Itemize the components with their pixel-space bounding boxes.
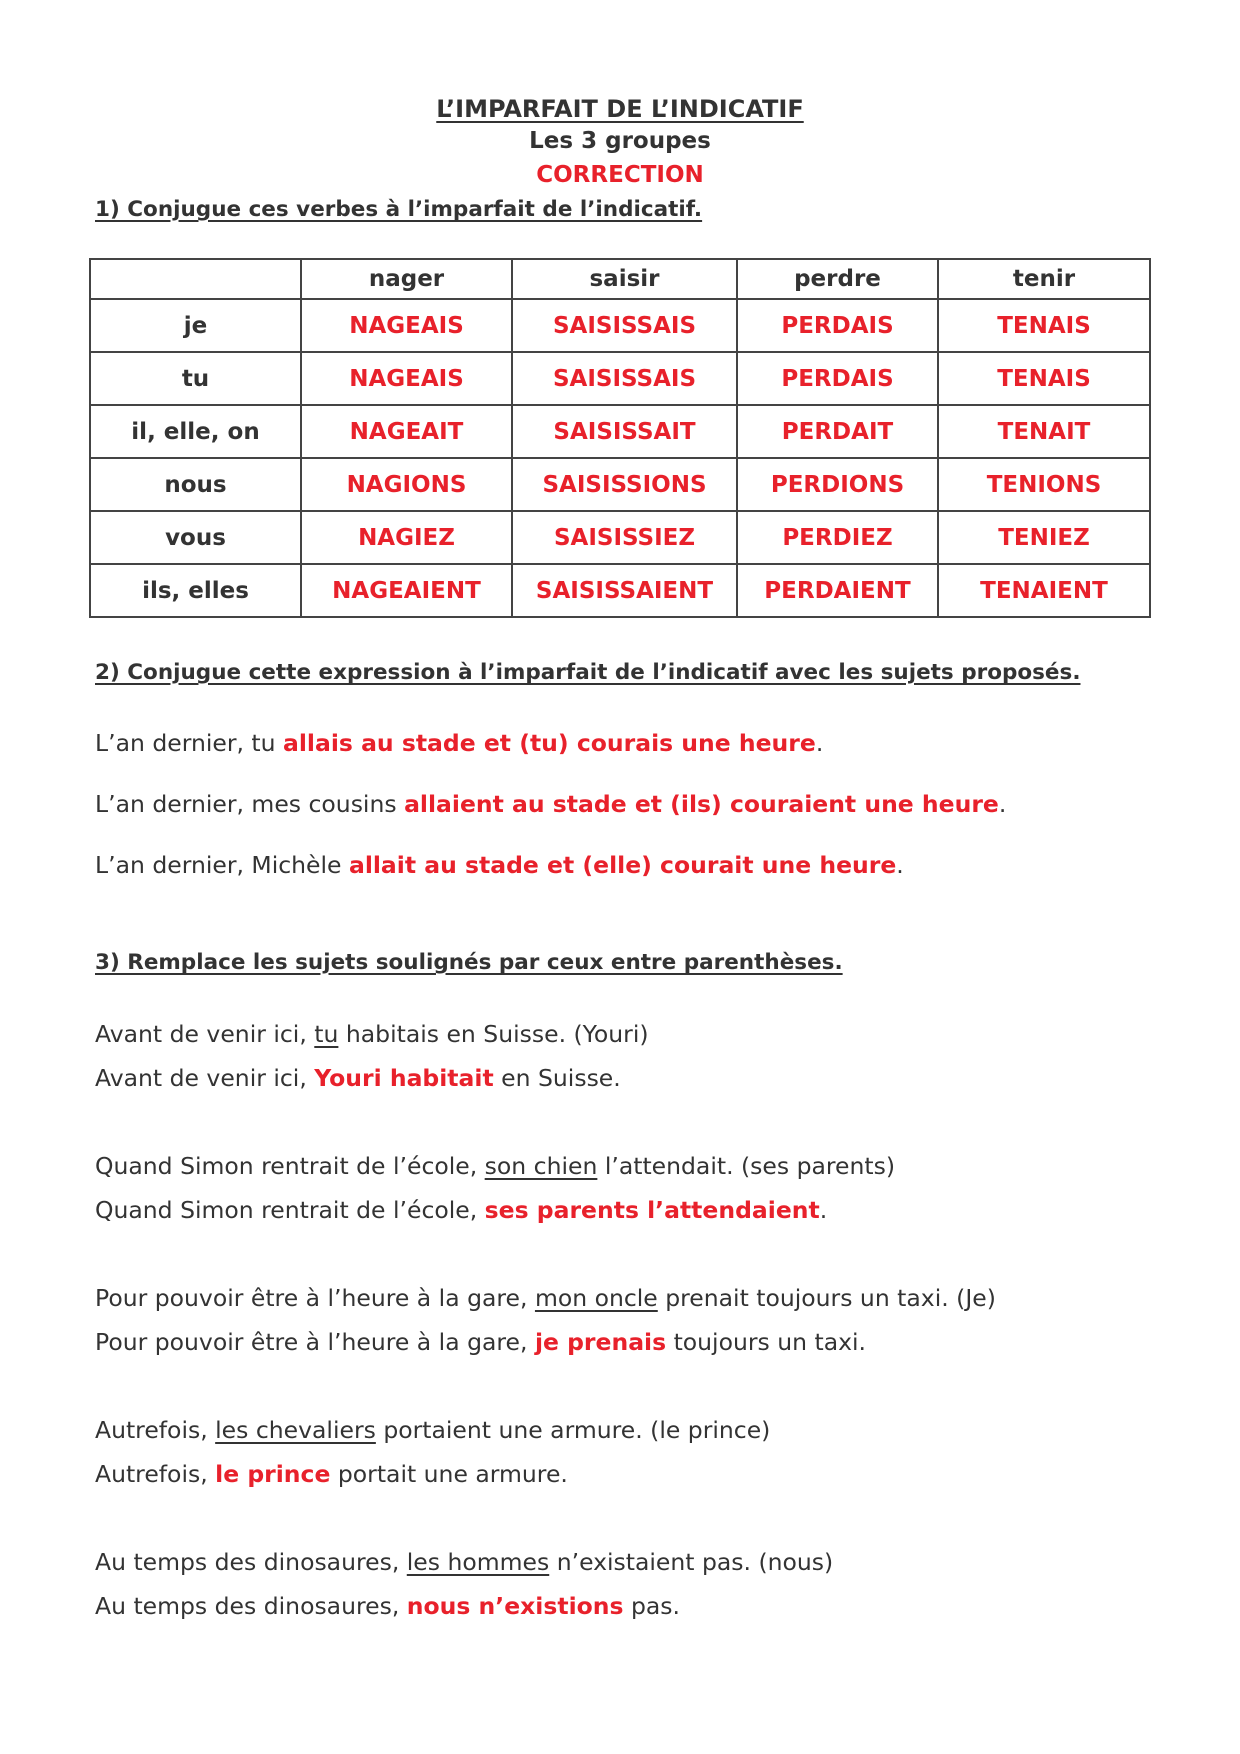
exercise1-heading: 1) Conjugue ces verbes à l’imparfait de l’indicatif. bbox=[95, 197, 703, 222]
conjugation-cell: SAISISSAIT bbox=[512, 405, 737, 458]
exercise2-heading: 2) Conjugue cette expression à l’imparfait de l’indicatif avec les sujets proposés. bbox=[95, 660, 1081, 685]
answer-sentence bbox=[95, 1196, 827, 1224]
underlined-subject: mon oncle bbox=[534, 1284, 658, 1312]
pronoun-cell: tu bbox=[90, 352, 301, 405]
conjugation-cell: TENIEZ bbox=[938, 511, 1150, 564]
table-row bbox=[90, 458, 1150, 511]
conjugation-cell: NAGEAIS bbox=[301, 352, 512, 405]
sentence-text: Autrefois, bbox=[95, 1416, 216, 1444]
sentence-text: Quand Simon rentrait de l’école, bbox=[95, 1152, 485, 1180]
pronoun-cell: nous bbox=[90, 458, 301, 511]
answer-text: le prince bbox=[215, 1460, 331, 1488]
question-sentence bbox=[95, 1152, 895, 1180]
sentence-text: Avant de venir ici, bbox=[95, 1020, 315, 1048]
verb-header: tenir bbox=[938, 259, 1150, 299]
sentence-text: L’an dernier, tu bbox=[95, 729, 284, 757]
table-header-row bbox=[90, 259, 1150, 299]
pronoun-cell: ils, elles bbox=[90, 564, 301, 617]
table-corner-cell bbox=[90, 259, 301, 299]
sentence-text: Autrefois, bbox=[95, 1460, 216, 1488]
conjugation-cell: PERDIONS bbox=[737, 458, 938, 511]
sentence-text: . bbox=[896, 851, 904, 879]
conjugation-cell: PERDAIS bbox=[737, 299, 938, 352]
answer-text: nous n’existions bbox=[406, 1592, 624, 1620]
table-row bbox=[90, 405, 1150, 458]
conjugation-cell: NAGEAIENT bbox=[301, 564, 512, 617]
sentence-text: . bbox=[815, 729, 824, 757]
expression-sentence bbox=[95, 729, 823, 757]
sentence-text: prenait toujours un taxi. (Je) bbox=[657, 1284, 996, 1312]
conjugation-cell: PERDIEZ bbox=[737, 511, 938, 564]
conjugation-cell: TENAIT bbox=[938, 405, 1150, 458]
conjugation-cell: PERDAIT bbox=[737, 405, 938, 458]
page-title: L’IMPARFAIT DE L’INDICATIF bbox=[436, 95, 804, 123]
conjugation-cell: SAISISSIONS bbox=[512, 458, 737, 511]
underlined-subject: tu bbox=[314, 1020, 339, 1048]
conjugation-cell: SAISISSAIENT bbox=[512, 564, 737, 617]
question-sentence bbox=[95, 1548, 833, 1576]
conjugation-cell: PERDAIENT bbox=[737, 564, 938, 617]
pronoun-cell: vous bbox=[90, 511, 301, 564]
sentence-text: . bbox=[819, 1196, 828, 1224]
answer-sentence bbox=[95, 1460, 568, 1488]
sentence-text: habitais en Suisse. (Youri) bbox=[338, 1020, 649, 1048]
question-sentence bbox=[95, 1020, 649, 1048]
answer-sentence bbox=[95, 1328, 866, 1356]
verb-header: perdre bbox=[737, 259, 938, 299]
conjugation-cell: SAISISSAIS bbox=[512, 299, 737, 352]
underlined-subject: son chien bbox=[484, 1152, 598, 1180]
sentence-text: Au temps des dinosaures, bbox=[95, 1548, 407, 1576]
page-subtitle: Les 3 groupes bbox=[529, 128, 711, 154]
conjugation-cell: SAISISSAIS bbox=[512, 352, 737, 405]
pronoun-cell: je bbox=[90, 299, 301, 352]
sentence-text: Pour pouvoir être à l’heure à la gare, bbox=[95, 1284, 535, 1312]
conjugation-cell: NAGEAIT bbox=[301, 405, 512, 458]
sentence-text: n’existaient pas. (nous) bbox=[549, 1548, 834, 1576]
conjugation-cell: NAGIONS bbox=[301, 458, 512, 511]
conjugation-cell: TENIONS bbox=[938, 458, 1150, 511]
sentence-text: portait une armure. bbox=[330, 1460, 568, 1488]
sentence-text: Avant de venir ici, bbox=[95, 1064, 315, 1092]
underlined-subject: les chevaliers bbox=[215, 1416, 376, 1444]
sentence-text: en Suisse. bbox=[493, 1064, 621, 1092]
conjugation-cell: TENAIS bbox=[938, 352, 1150, 405]
expression-sentence bbox=[95, 790, 1006, 818]
correction-label: CORRECTION bbox=[536, 162, 704, 188]
table-row bbox=[90, 511, 1150, 564]
question-sentence bbox=[95, 1284, 996, 1312]
conjugation-cell: NAGIEZ bbox=[301, 511, 512, 564]
sentence-text: L’an dernier, Michèle bbox=[95, 851, 349, 879]
answer-sentence bbox=[95, 1592, 680, 1620]
sentence-text: Pour pouvoir être à l’heure à la gare, bbox=[95, 1328, 535, 1356]
conjugation-cell: NAGEAIS bbox=[301, 299, 512, 352]
table-row bbox=[90, 564, 1150, 617]
answer-sentence bbox=[95, 1064, 621, 1092]
answer-text: ses parents l’attendaient bbox=[484, 1196, 820, 1224]
sentence-text: L’an dernier, mes cousins bbox=[95, 790, 405, 818]
underlined-subject: les hommes bbox=[406, 1548, 550, 1576]
conjugation-cell: TENAIENT bbox=[938, 564, 1150, 617]
sentence-text: toujours un taxi. bbox=[666, 1328, 867, 1356]
verb-header: nager bbox=[301, 259, 512, 299]
expression-sentence bbox=[95, 851, 904, 879]
table-row bbox=[90, 352, 1150, 405]
conjugation-cell: PERDAIS bbox=[737, 352, 938, 405]
answer-text: allaient au stade et (ils) couraient une heure bbox=[404, 790, 999, 818]
sentence-text: Quand Simon rentrait de l’école, bbox=[95, 1196, 485, 1224]
answer-text: allait au stade et (elle) courait une heure bbox=[348, 851, 897, 879]
pronoun-cell: il, elle, on bbox=[90, 405, 301, 458]
conjugation-cell: TENAIS bbox=[938, 299, 1150, 352]
answer-text: je prenais bbox=[534, 1328, 667, 1356]
conjugation-table bbox=[89, 258, 1151, 618]
exercise3-heading: 3) Remplace les sujets soulignés par ceux entre parenthèses. bbox=[95, 950, 843, 975]
sentence-text: Au temps des dinosaures, bbox=[95, 1592, 407, 1620]
sentence-text: l’attendait. (ses parents) bbox=[597, 1152, 896, 1180]
conjugation-cell: SAISISSIEZ bbox=[512, 511, 737, 564]
answer-text: allais au stade et (tu) courais une heure bbox=[283, 729, 816, 757]
sentence-text: pas. bbox=[623, 1592, 681, 1620]
sentence-text: . bbox=[998, 790, 1007, 818]
sentence-text: portaient une armure. (le prince) bbox=[375, 1416, 771, 1444]
verb-header: saisir bbox=[512, 259, 737, 299]
question-sentence bbox=[95, 1416, 770, 1444]
answer-text: Youri habitait bbox=[314, 1064, 494, 1092]
table-row bbox=[90, 299, 1150, 352]
